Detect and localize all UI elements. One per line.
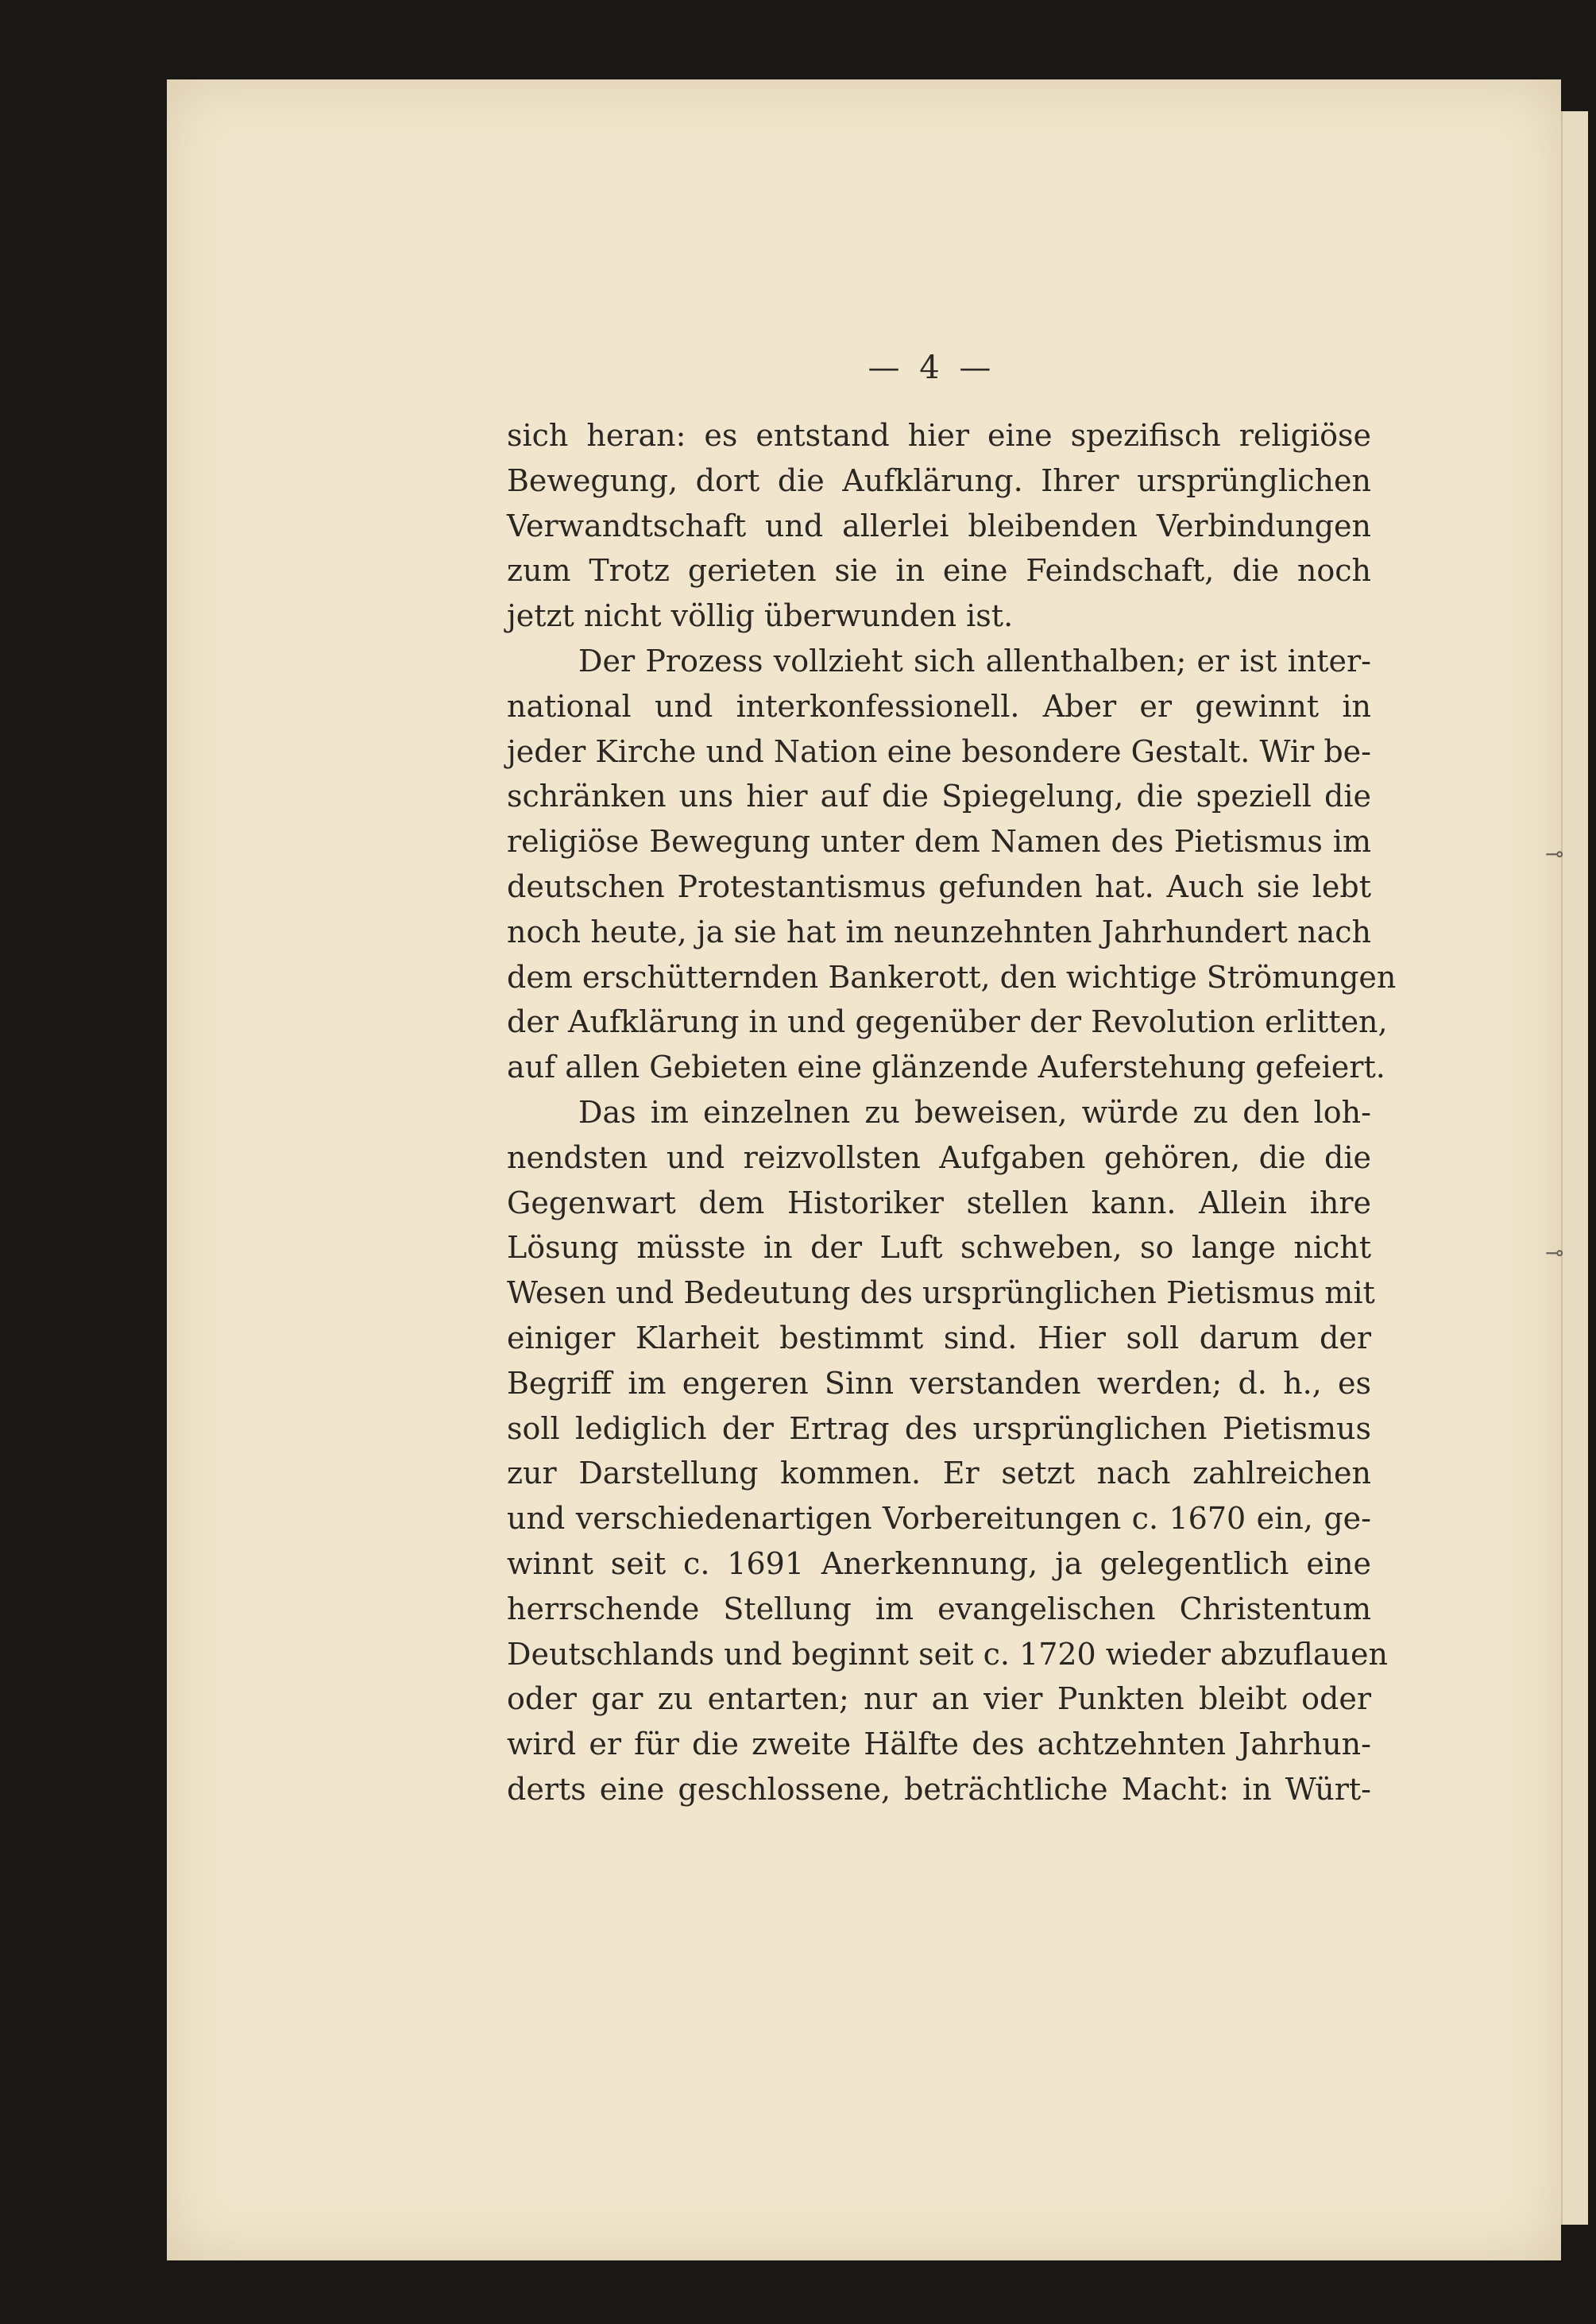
text-line: jetzt nicht völlig überwunden ist. <box>507 598 1014 634</box>
text-line: oder gar zu entarten; nur an vier Punkten bleibt oder <box>507 1681 1371 1717</box>
text-line: nendsten und reizvollsten Aufgaben gehören, die die <box>507 1139 1371 1175</box>
body-text <box>507 413 1397 1812</box>
text-line: Das im einzelnen zu beweisen, würde zu den loh- <box>578 1094 1371 1130</box>
text-line: Deutschlands und beginnt seit c. 1720 wieder abzuflauen <box>507 1636 1388 1672</box>
text-line: soll lediglich der Ertrag des ursprünglichen Pietismus <box>507 1410 1371 1446</box>
text-line: sich heran: es entstand hier eine spezifisch religiöse <box>507 418 1371 453</box>
next-page-edge <box>1561 111 1588 2225</box>
text-line: auf allen Gebieten eine glänzende Auferstehung gefeiert. <box>507 1050 1385 1085</box>
text-line: zur Darstellung kommen. Er setzt nach zahlreichen <box>507 1456 1371 1491</box>
page-number: — 4 — <box>868 350 996 386</box>
text-line: herrschende Stellung im evangelischen Christentum <box>507 1591 1371 1626</box>
text-line: Bewegung, dort die Aufklärung. Ihrer ursprünglichen <box>507 462 1371 498</box>
text-line: national und interkonfessionell. Aber er gewinnt in <box>507 688 1371 724</box>
text-line: wird er für die zweite Hälfte des achtzehnten Jahrhun- <box>507 1727 1371 1762</box>
text-line: noch heute, ja sie hat im neunzehnten Jahrhundert nach <box>507 914 1371 949</box>
text-line: winnt seit c. 1691 Anerkennung, ja gelegentlich eine <box>507 1545 1371 1581</box>
text-line: schränken uns hier auf die Spiegelung, die speziell die <box>507 779 1371 814</box>
text-line: Der Prozess vollzieht sich allenthalben; er ist inter- <box>578 643 1371 679</box>
text-line: einiger Klarheit bestimmt sind. Hier soll darum der <box>507 1320 1371 1355</box>
text-line: Begriff im engeren Sinn verstanden werden; d. h., es <box>507 1365 1371 1401</box>
text-line: jeder Kirche und Nation eine besondere Gestalt. Wir be- <box>507 733 1371 769</box>
margin-mark: ⊸ <box>1545 841 1564 867</box>
text-line: religiöse Bewegung unter dem Namen des Pietismus im <box>507 824 1371 860</box>
text-line: Verwandtschaft und allerlei bleibenden Verbindungen <box>507 508 1371 543</box>
text-line: Lösung müsste in der Luft schweben, so lange nicht <box>507 1230 1371 1266</box>
margin-mark: ⊸ <box>1545 1239 1564 1266</box>
text-line: zum Trotz gerieten sie in eine Feindschaft, die noch <box>507 553 1371 589</box>
text-line: deutschen Protestantismus gefunden hat. Auch sie lebt <box>507 868 1371 904</box>
text-line: der Aufklärung in und gegenüber der Revolution erlitten, <box>507 1004 1388 1040</box>
text-line: dem erschütternden Bankerott, den wichtige Strömungen <box>507 959 1397 995</box>
text-line: Gegenwart dem Historiker stellen kann. Allein ihre <box>507 1185 1371 1220</box>
text-line: und verschiedenartigen Vorbereitungen c. 1670 ein, ge- <box>507 1501 1371 1537</box>
text-line: derts eine geschlossene, beträchtliche Macht: in Würt- <box>507 1771 1371 1807</box>
text-line: Wesen und Bedeutung des ursprünglichen Pietismus mit <box>507 1275 1375 1311</box>
